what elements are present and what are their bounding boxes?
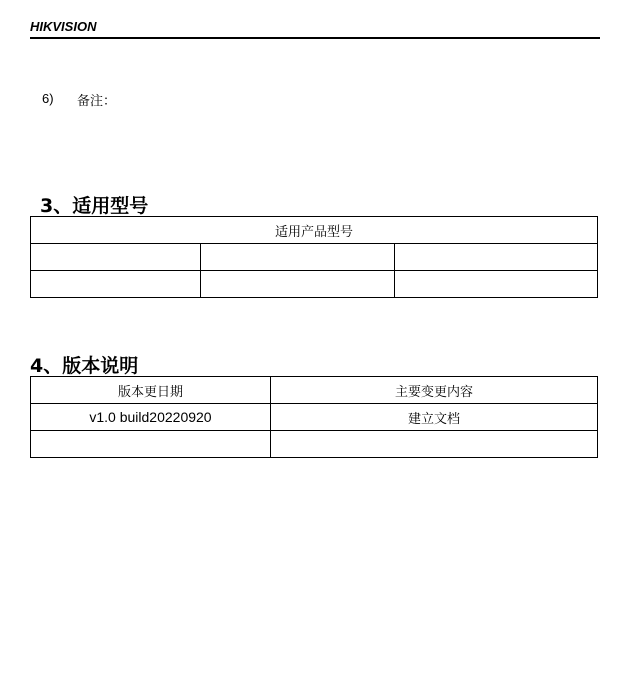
table-row xyxy=(31,431,598,458)
note-number: 6) xyxy=(42,91,54,106)
changes-cell: 建立文档 xyxy=(271,404,598,431)
version-cell xyxy=(31,431,271,458)
version-notes-table xyxy=(30,376,598,458)
table-header-row xyxy=(31,377,598,404)
table-row xyxy=(31,404,598,431)
table-cell xyxy=(395,244,598,271)
hikvision-logo: HIKVISION xyxy=(30,19,97,34)
table-row xyxy=(31,244,598,271)
header-divider xyxy=(30,37,600,39)
table-cell xyxy=(201,271,395,298)
table-cell xyxy=(31,271,201,298)
section-4-title: 4、版本说明 xyxy=(30,355,139,377)
table-row xyxy=(31,271,598,298)
table-cell xyxy=(201,244,395,271)
changes-cell xyxy=(271,431,598,458)
applicable-models-table xyxy=(30,216,598,298)
table-cell xyxy=(395,271,598,298)
version-cell: v1.0 build20220920 xyxy=(31,404,271,431)
section-3-title: 3、适用型号 xyxy=(40,195,149,217)
column-header-version-date: 版本更日期 xyxy=(31,377,271,404)
applicable-models-header: 适用产品型号 xyxy=(31,217,598,244)
note-label: 备注： xyxy=(77,94,117,109)
column-header-changes: 主要变更内容 xyxy=(271,377,598,404)
table-cell xyxy=(31,244,201,271)
